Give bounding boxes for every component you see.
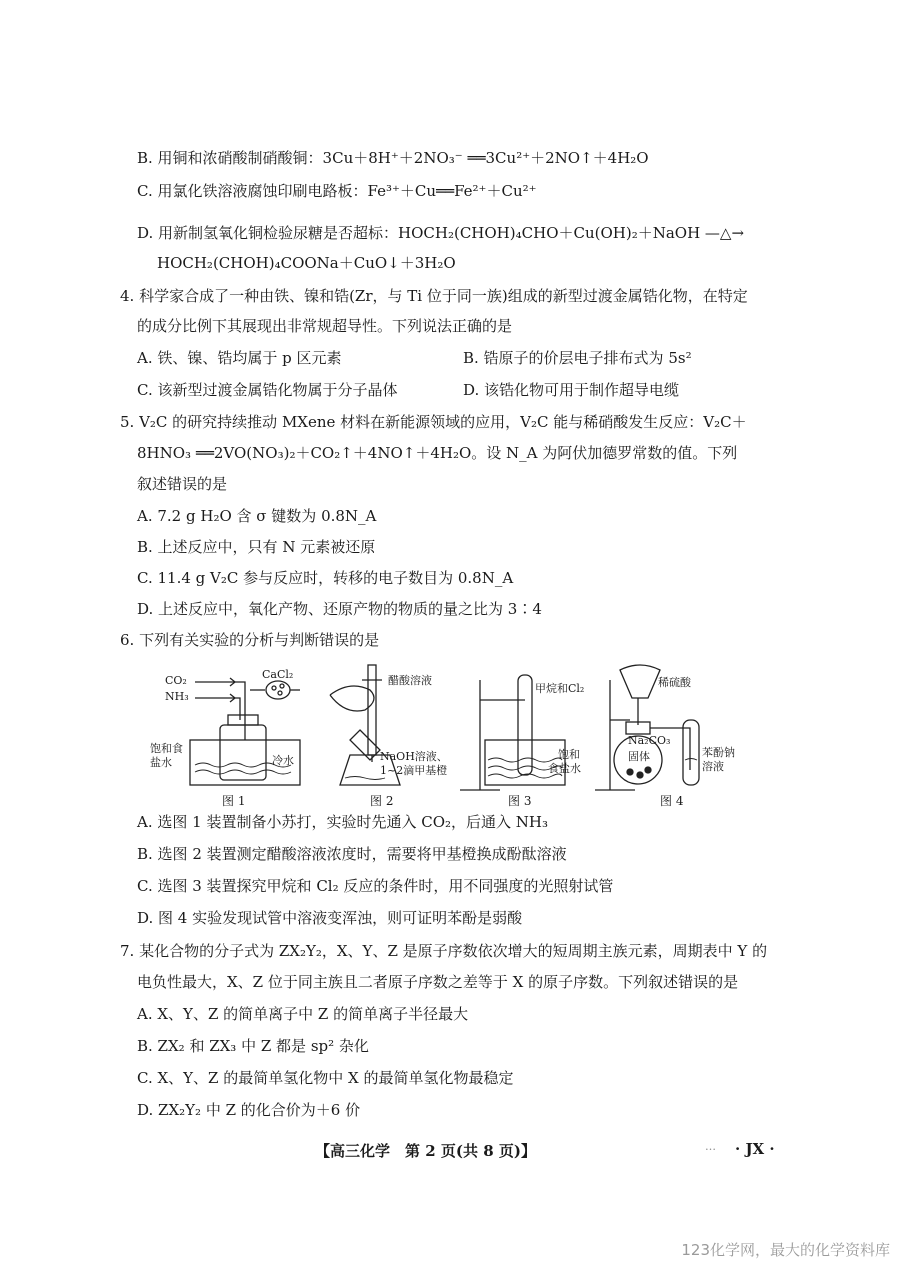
fig2-label-methyl-orange: 1~2滴甲基橙 <box>380 764 448 777</box>
q5-option-b: B. 上述反应中，只有 N 元素被还原 <box>137 538 376 556</box>
page-footer: 【高三化学 第 2 页(共 8 页)】 <box>315 1142 536 1160</box>
fig3-label-brine: 食盐水 <box>548 762 581 775</box>
q4-option-c: C. 该新型过渡金属锆化物属于分子晶体 <box>137 381 398 399</box>
q5-stem-line2: 8HNO₃ ══2VO(NO₃)₂＋CO₂↑＋4NO↑＋4H₂O。设 N_A 为阿伏加德罗常数的值。下列 <box>137 444 738 462</box>
fig4-label-dilute-h2so4: 稀硫酸 <box>658 676 691 689</box>
apparatus-drawings <box>150 660 790 810</box>
q4-stem-line1: 4. 科学家合成了一种由铁、镍和锆(Zr，与 Ti 位于同一族)组成的新型过渡金属锆化物，在特定 <box>120 287 748 305</box>
q5-stem-line1: 5. V₂C 的研究持续推动 MXene 材料在新能源领域的应用，V₂C 能与稀硝酸发生反应：V₂C＋ <box>120 413 747 431</box>
q7-option-a: A. X、Y、Z 的简单离子中 Z 的简单离子半径最大 <box>137 1005 469 1023</box>
fig1-label-brine-2: 盐水 <box>150 756 172 769</box>
q6-option-a: A. 选图 1 装置制备小苏打，实验时先通入 CO₂，后通入 NH₃ <box>137 813 548 831</box>
fig1-label-nh3: NH₃ <box>165 690 189 703</box>
q7-stem-line2: 电负性最大，X、Z 位于同主族且二者原子序数之差等于 X 的原子序数。下列叙述错误的是 <box>137 973 739 991</box>
q5-option-d: D. 上述反应中，氧化产物、还原产物的物质的量之比为 3∶4 <box>137 600 542 618</box>
fig4-label-phenoxide: 苯酚钠 <box>702 746 735 759</box>
q4-option-b: B. 锆原子的价层电子排布式为 5s² <box>463 349 692 367</box>
q5-option-c: C. 11.4 g V₂C 参与反应时，转移的电子数目为 0.8N_A <box>137 569 514 587</box>
q5-option-a: A. 7.2 g H₂O 含 σ 键数为 0.8N_A <box>137 507 377 525</box>
q6-option-c: C. 选图 3 装置探究甲烷和 Cl₂ 反应的条件时，用不同强度的光照射试管 <box>137 877 614 895</box>
q4-stem-line2: 的成分比例下其展现出非常规超导性。下列说法正确的是 <box>137 317 513 335</box>
fig1-apparatus <box>190 678 300 785</box>
q6-option-b: B. 选图 2 装置测定醋酸溶液浓度时，需要将甲基橙换成酚酞溶液 <box>137 845 567 863</box>
q3-option-d-line1: D. 用新制氢氧化铜检验尿糖是否超标：HOCH₂(CHOH)₄CHO＋Cu(OH)₂＋NaOH —△→ <box>137 224 745 242</box>
q7-stem-line1: 7. 某化合物的分子式为 ZX₂Y₂，X、Y、Z 是原子序数依次增大的短周期主族元素，周期表中 Y 的 <box>120 942 768 960</box>
q3-option-b: B. 用铜和浓硝酸制硝酸铜：3Cu＋8H⁺＋2NO₃⁻ ══3Cu²⁺＋2NO↑＋4H₂O <box>137 149 649 167</box>
q6-option-d: D. 图 4 实验发现试管中溶液变浑浊，则可证明苯酚是弱酸 <box>137 909 523 927</box>
q3-option-d-line2: HOCH₂(CHOH)₄COONa＋CuO↓＋3H₂O <box>157 254 456 272</box>
q3-option-c: C. 用氯化铁溶液腐蚀印刷电路板：Fe³⁺＋Cu══Fe²⁺＋Cu²⁺ <box>137 182 537 200</box>
fig3-label-methane-cl2: 甲烷和Cl₂ <box>535 682 585 695</box>
fig2-label-acetic-acid: 醋酸溶液 <box>388 674 432 687</box>
fig2-caption: 图 2 <box>370 794 394 808</box>
q7-option-b: B. ZX₂ 和 ZX₃ 中 Z 都是 sp² 杂化 <box>137 1037 369 1055</box>
fig1-label-cacl2: CaCl₂ <box>262 668 294 681</box>
q4-option-d: D. 该锆化物可用于制作超导电缆 <box>463 381 680 399</box>
site-watermark: 123化学网，最大的化学资料库 <box>681 1241 890 1259</box>
footer-code: · JX · <box>735 1140 775 1158</box>
q6-stem: 6. 下列有关实验的分析与判断错误的是 <box>120 631 380 649</box>
fig1-label-brine-1: 饱和食 <box>150 742 183 755</box>
fig4-caption: 图 4 <box>660 794 684 808</box>
footer-dots: … <box>705 1140 716 1153</box>
q4-option-a: A. 铁、镍、锆均属于 p 区元素 <box>137 349 342 367</box>
fig4-label-solution: 溶液 <box>702 760 724 773</box>
experiment-figures <box>150 660 790 810</box>
q7-option-c: C. X、Y、Z 的最简单氢化物中 X 的最简单氢化物最稳定 <box>137 1069 514 1087</box>
fig4-label-solid: 固体 <box>628 750 650 763</box>
q5-stem-line3: 叙述错误的是 <box>137 475 228 493</box>
fig1-label-co2: CO₂ <box>165 674 187 687</box>
q7-option-d: D. ZX₂Y₂ 中 Z 的化合价为＋6 价 <box>137 1101 361 1119</box>
fig3-label-saturated: 饱和 <box>558 748 580 761</box>
fig4-label-na2co3: Na₂CO₃ <box>628 734 671 747</box>
fig1-label-cold-water: 冷水 <box>272 754 294 767</box>
fig1-caption: 图 1 <box>222 794 246 808</box>
fig2-label-naoh: NaOH溶液、 <box>380 750 448 763</box>
fig3-caption: 图 3 <box>508 794 532 808</box>
